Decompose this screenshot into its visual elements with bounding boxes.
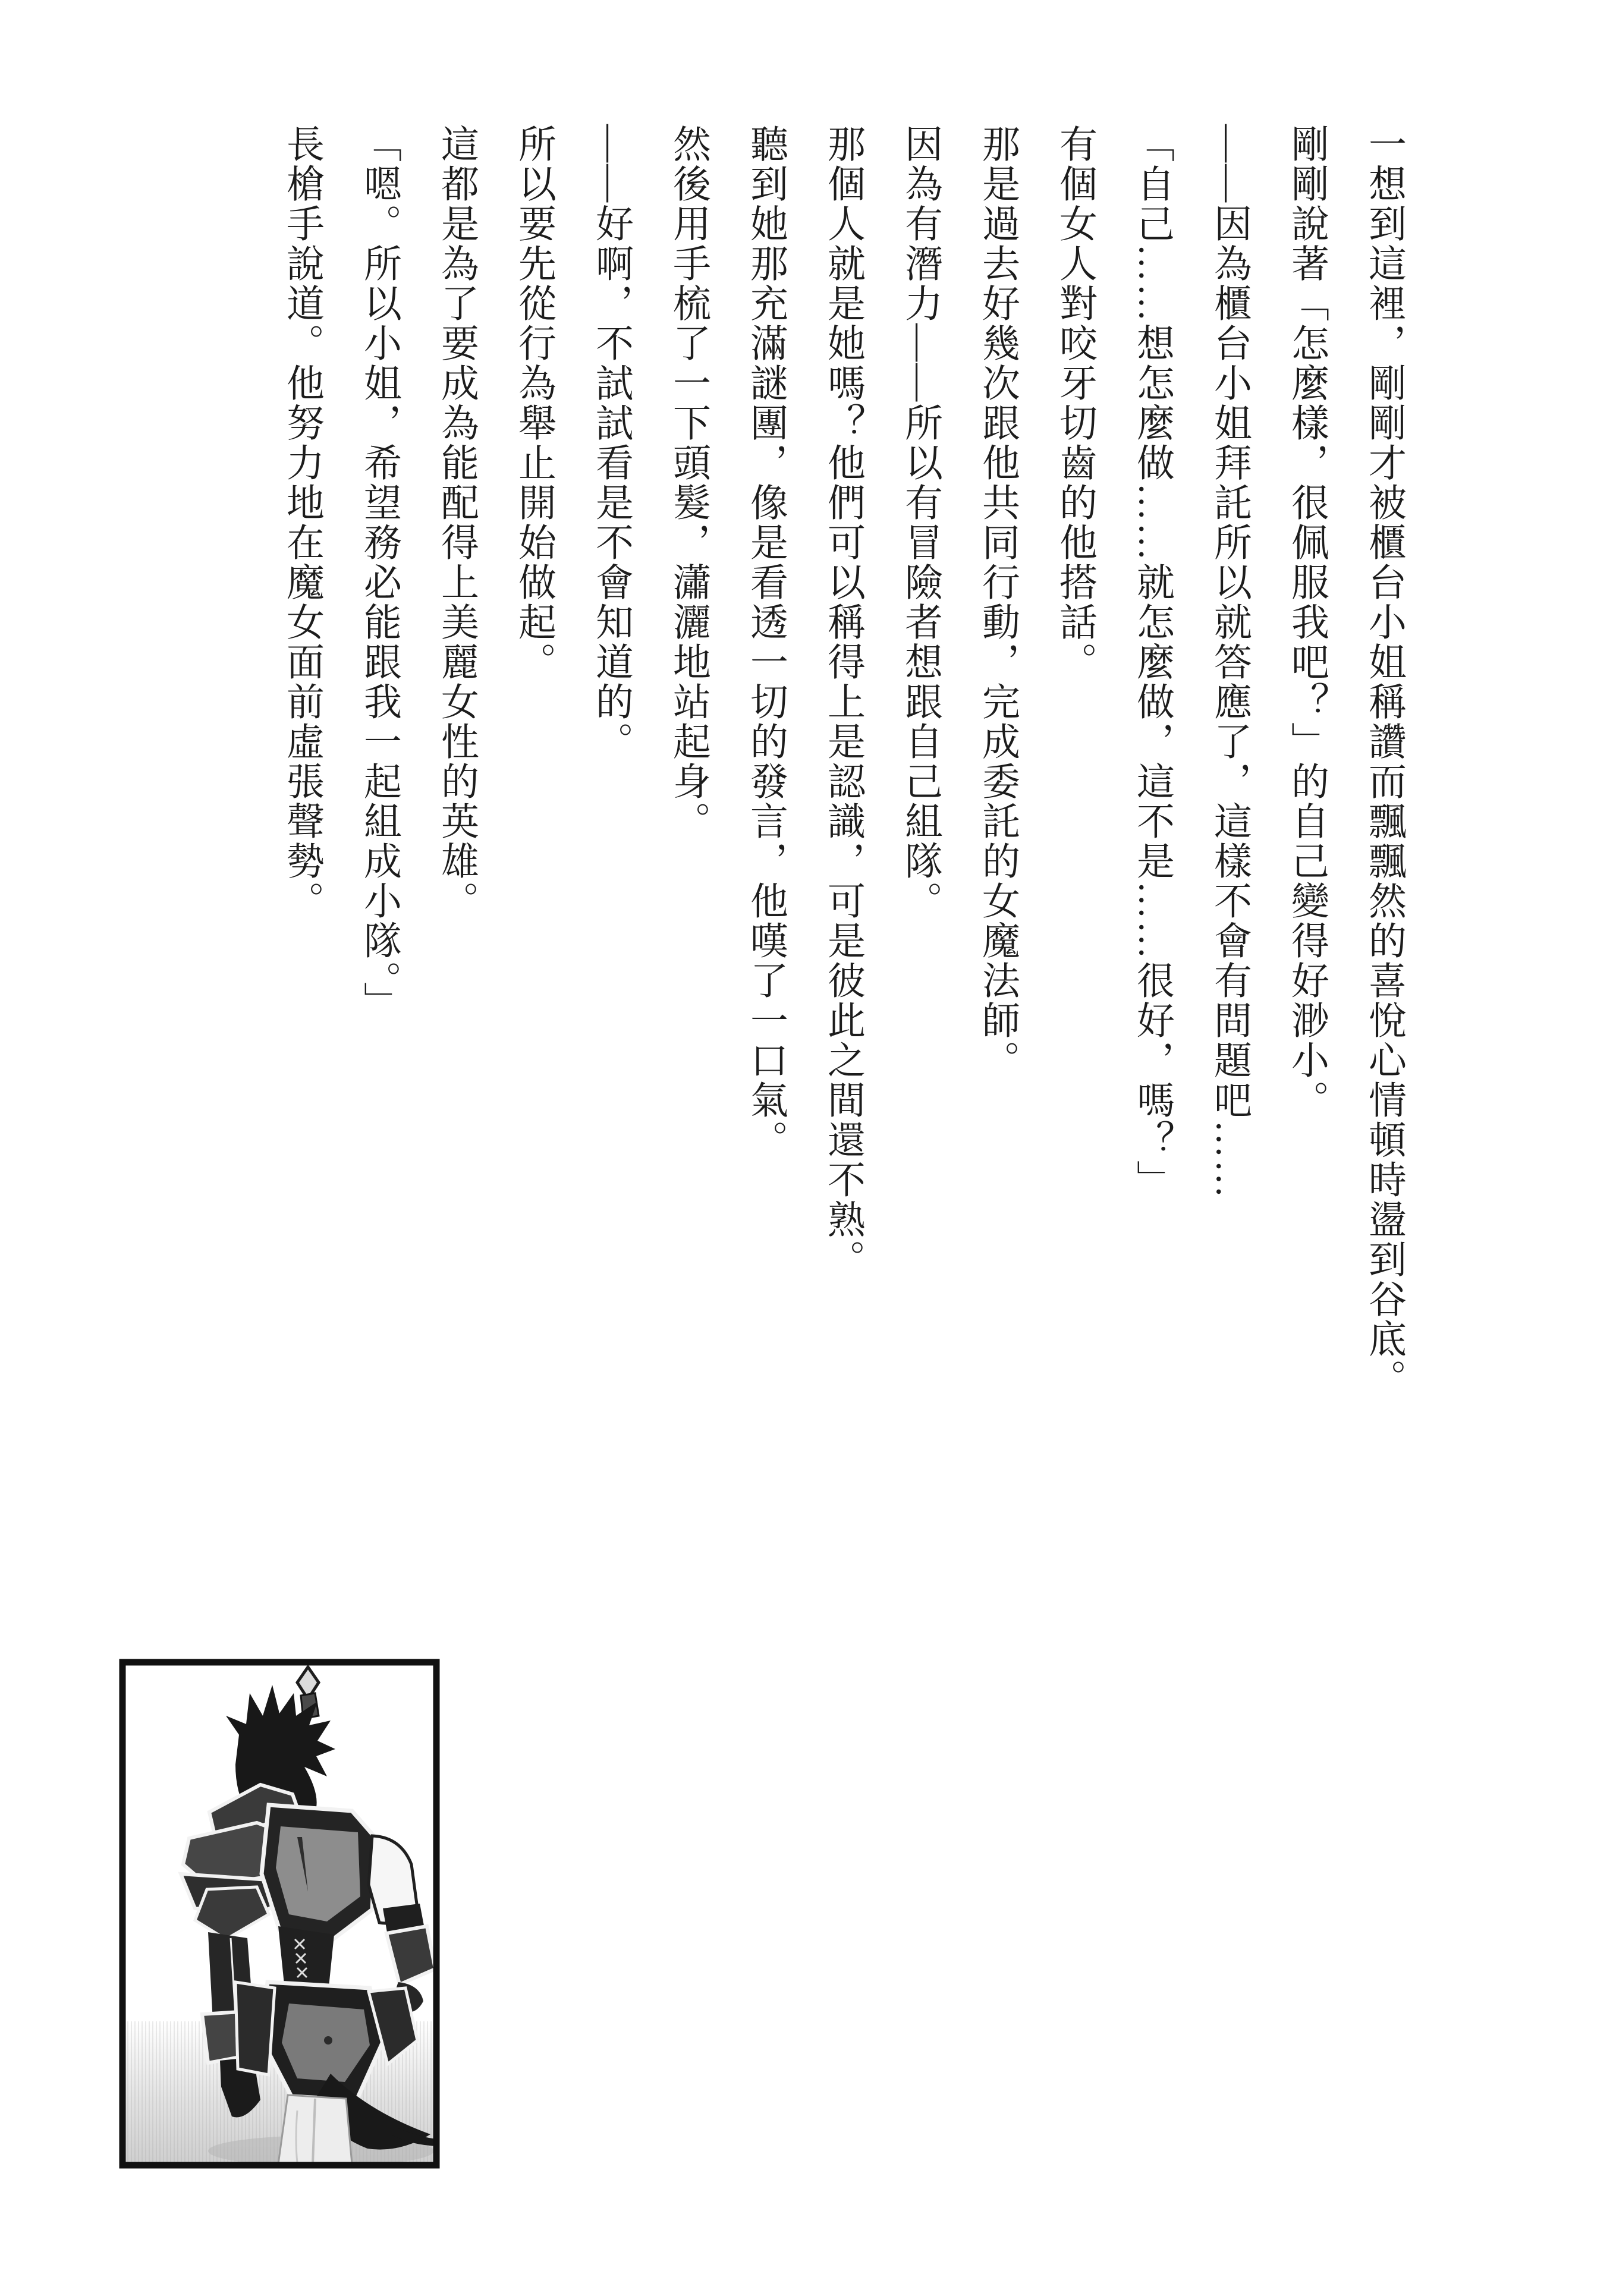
legs: [278, 2095, 352, 2164]
paragraph-column-4: 「自己……想怎麼做……就怎麼做，這不是……很好，嗎？」: [1131, 124, 1174, 1200]
paragraph-column-5: 有個女人對咬牙切齒的他搭話。: [1054, 124, 1096, 682]
spearman-back-illustration: [119, 1659, 440, 2169]
paragraph-column-15: 長槍手說道。他努力地在魔女面前虛張聲勢。: [281, 124, 323, 921]
paragraph-column-6: 那是過去好幾次跟他共同行動，完成委託的女魔法師。: [977, 124, 1019, 1080]
paragraph-column-1: 一想到這裡，剛剛才被櫃台小姐稱讚而飄飄然的喜悅心情頓時盪到谷底。: [1363, 124, 1406, 1399]
paragraph-column-7: 因為有潛力——所以有冒險者想跟自己組隊。: [900, 124, 942, 921]
paragraph-column-11: ——好啊，不試試看是不會知道的。: [590, 124, 633, 762]
back-plate: [262, 1805, 376, 1939]
paragraph-column-12: 所以要先從行為舉止開始做起。: [513, 124, 555, 682]
illustration-panel: [119, 1659, 440, 2169]
paragraph-column-13: 這都是為了要成為能配得上美麗女性的英雄。: [436, 124, 478, 921]
paragraph-column-3: ——因為櫃台小姐拜託所以就答應了，這樣不會有問題吧……: [1209, 124, 1251, 1200]
paragraph-column-14: 「嗯。所以小姐，希望務必能跟我一起組成小隊。」: [359, 124, 401, 1021]
vertical-text-block: [263, 86, 1423, 1483]
paragraph-column-2: 剛剛說著「怎麼樣，很佩服我吧？」的自己變得好渺小。: [1286, 124, 1328, 1120]
paragraph-column-10: 然後用手梳了一下頭髮，瀟灑地站起身。: [668, 124, 710, 841]
paragraph-column-9: 聽到她那充滿謎團，像是看透一切的發言，他嘆了一口氣。: [745, 124, 787, 1160]
paragraph-column-8: 那個人就是她嗎？他們可以稱得上是認識，可是彼此之間還不熟。: [822, 124, 864, 1279]
